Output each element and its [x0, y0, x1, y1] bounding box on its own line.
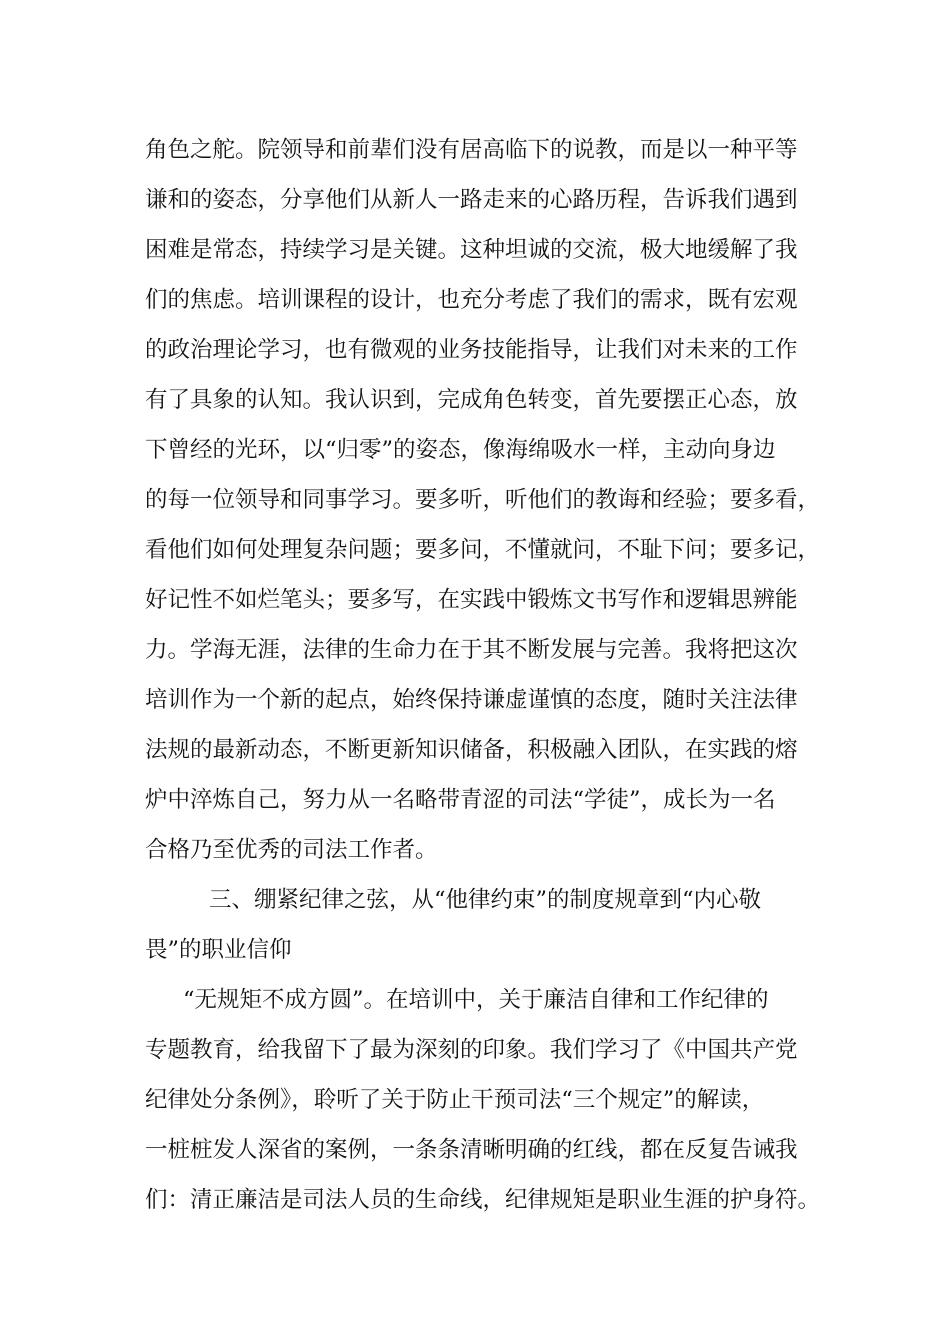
text-line: 法规的最新动态，不断更新知识储备，积极融入团队，在实践的熔	[145, 737, 798, 763]
text-line: 们的焦虑。培训课程的设计，也充分考虑了我们的需求，既有宏观	[145, 287, 798, 313]
text-line: 谦和的姿态，分享他们从新人一路走来的心路历程，告诉我们遇到	[145, 187, 798, 213]
text-line: 的每一位领导和同事学习。要多听，听他们的教诲和经验；要多看，	[145, 487, 821, 513]
section-heading: 三、绷紧纪律之弦，从“他律约束”的制度规章到“内心敬	[209, 887, 762, 913]
text-line: 下曾经的光环，以“归零”的姿态，像海绵吸水一样，主动向身边	[145, 437, 776, 463]
text-line: 角色之舵。院领导和前辈们没有居高临下的说教，而是以一种平等	[145, 137, 798, 163]
text-line: 专题教育，给我留下了最为深刻的印象。我们学习了《中国共产党	[145, 1037, 798, 1063]
text-line: 有了具象的认知。我认识到，完成角色转变，首先要摆正心态，放	[145, 387, 798, 413]
text-line: 们：清正廉洁是司法人员的生命线，纪律规矩是职业生涯的护身符。	[145, 1187, 821, 1213]
text-line: 纪律处分条例》，聆听了关于防止干预司法“三个规定”的解读，	[145, 1087, 765, 1113]
text-line: 困难是常态，持续学习是关键。这种坦诚的交流，极大地缓解了我	[145, 237, 798, 263]
text-line: 合格乃至优秀的司法工作者。	[145, 837, 438, 863]
text-line: “无规矩不成方圆”。在培训中，关于廉洁自律和工作纪律的	[183, 987, 769, 1013]
text-line: 的政治理论学习，也有微观的业务技能指导，让我们对未来的工作	[145, 337, 798, 363]
text-line: 培训作为一个新的起点，始终保持谦虚谨慎的态度，随时关注法律	[145, 687, 798, 713]
text-line: 力。学海无涯，法律的生命力在于其不断发展与完善。我将把这次	[145, 637, 798, 663]
text-line: 炉中淬炼自己，努力从一名略带青涩的司法“学徒”，成长为一名	[145, 787, 776, 813]
text-line: 好记性不如烂笔头；要多写，在实践中锻炼文书写作和逻辑思辨能	[145, 587, 798, 613]
section-heading-continued: 畏”的职业信仰	[145, 937, 292, 963]
text-line: 看他们如何处理复杂问题；要多问，不懂就问，不耻下问；要多记，	[145, 537, 821, 563]
text-line: 一桩桩发人深省的案例，一条条清晰明确的红线，都在反复告诫我	[145, 1137, 798, 1163]
